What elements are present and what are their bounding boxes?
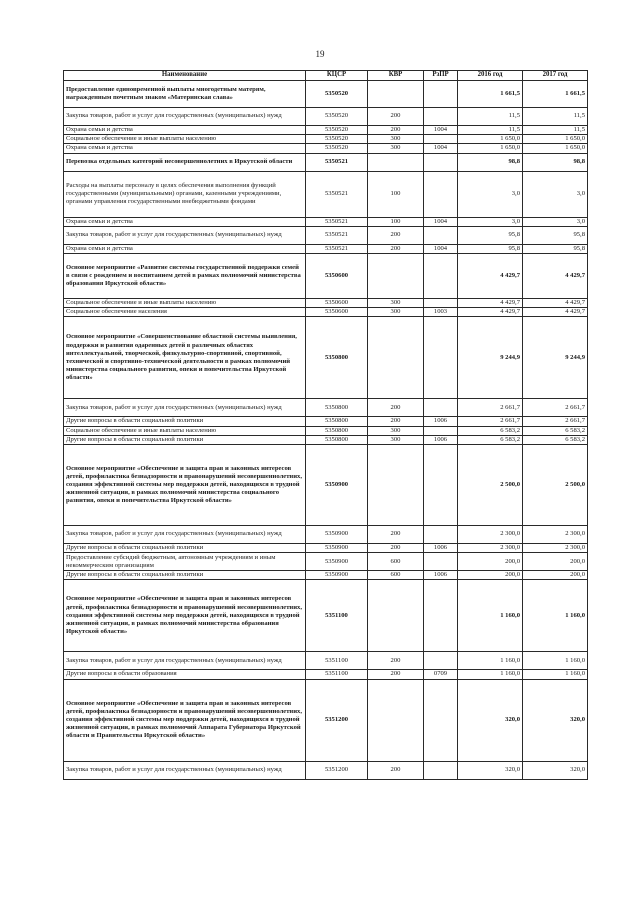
row-name: Охрана семьи и детства: [64, 217, 306, 226]
row-value-2017: 9 244,9: [523, 317, 588, 399]
row-value-2016: 2 300,0: [458, 526, 523, 544]
row-kvr: 200: [368, 399, 424, 417]
row-name: Охрана семьи и детства: [64, 244, 306, 253]
row-value-2017: 11,5: [523, 108, 588, 126]
row-value-2017: 200,0: [523, 553, 588, 571]
table-row: [64, 299, 588, 308]
row-name: Охрана семьи и детства: [64, 126, 306, 135]
row-value-2016: 320,0: [458, 679, 523, 761]
row-kvr: 200: [368, 526, 424, 544]
row-name: Другие вопросы в области образования: [64, 670, 306, 679]
table-row: [64, 426, 588, 435]
row-kcsr: 5350900: [306, 445, 368, 526]
row-name: Закупка товаров, работ и услуг для государственных (муниципальных) нужд: [64, 399, 306, 417]
row-name: Основное мероприятие «Совершенствование областной системы выявления, поддержки и развития одаренных детей в различных областях интеллектуальной, творческой, физкультурно-спортивной, спортивной, технической и спортивно-технической деятельности в рамках полномочий министерства социального развития, опеки и попечительства Иркутской области»: [64, 317, 306, 399]
row-kcsr: 5350900: [306, 526, 368, 544]
row-kvr: [368, 153, 424, 171]
row-kcsr: 5350900: [306, 553, 368, 571]
row-name: Основное мероприятие «Обеспечение и защита прав и законных интересов детей, профилактика безнадзорности и правонарушений несовершеннолетних, создания эффективной системы мер поддержки детей, находящихся в трудной жизненной ситуации, в рамках полномочий министерства образования Иркутской области»: [64, 580, 306, 652]
row-rzpr: [424, 108, 458, 126]
row-value-2017: 2 300,0: [523, 526, 588, 544]
table-row: [64, 580, 588, 652]
row-value-2016: 95,8: [458, 226, 523, 244]
row-value-2016: 6 583,2: [458, 435, 523, 444]
row-name: Основное мероприятие «Развитие системы государственной поддержки семей в связи с рождением и воспитанием детей в рамках полномочий министерства образования Иркутской области»: [64, 254, 306, 299]
row-kvr: 300: [368, 135, 424, 144]
row-kvr: 600: [368, 571, 424, 580]
row-rzpr: [424, 761, 458, 779]
row-kcsr: 5350600: [306, 254, 368, 299]
row-kcsr: 5350520: [306, 108, 368, 126]
col-header-2017: 2017 год: [523, 71, 588, 81]
row-name: Закупка товаров, работ и услуг для государственных (муниципальных) нужд: [64, 526, 306, 544]
row-rzpr: [424, 445, 458, 526]
table-row: [64, 445, 588, 526]
page-number: 19: [315, 49, 325, 59]
row-value-2016: 95,8: [458, 244, 523, 253]
table-row: [64, 153, 588, 171]
row-kvr: 600: [368, 553, 424, 571]
row-rzpr: [424, 399, 458, 417]
row-kcsr: 5350900: [306, 571, 368, 580]
row-rzpr: [424, 171, 458, 217]
row-kvr: [368, 580, 424, 652]
row-value-2017: 2 500,0: [523, 445, 588, 526]
row-name: Другие вопросы в области социальной политики: [64, 417, 306, 426]
row-value-2016: 320,0: [458, 761, 523, 779]
row-rzpr: [424, 317, 458, 399]
row-value-2016: 1 650,0: [458, 135, 523, 144]
row-kcsr: 5350900: [306, 544, 368, 553]
row-value-2017: 6 583,2: [523, 426, 588, 435]
row-kcsr: 5350521: [306, 217, 368, 226]
row-name: Перевозка отдельных категорий несовершеннолетних в Иркутской области: [64, 153, 306, 171]
row-kcsr: 5351100: [306, 670, 368, 679]
row-value-2017: 1 160,0: [523, 580, 588, 652]
col-header-name: Наименование: [64, 71, 306, 81]
row-rzpr: [424, 153, 458, 171]
row-value-2017: 320,0: [523, 761, 588, 779]
table-row: [64, 135, 588, 144]
row-rzpr: [424, 426, 458, 435]
row-kvr: [368, 679, 424, 761]
row-name: Охрана семьи и детства: [64, 144, 306, 153]
table-row: [64, 308, 588, 317]
col-header-2016: 2016 год: [458, 71, 523, 81]
row-name: Закупка товаров, работ и услуг для государственных (муниципальных) нужд: [64, 226, 306, 244]
table-row: [64, 144, 588, 153]
table-row: [64, 571, 588, 580]
row-rzpr: [424, 679, 458, 761]
row-value-2017: 1 160,0: [523, 652, 588, 670]
row-rzpr: 1003: [424, 308, 458, 317]
row-name: Основное мероприятие «Обеспечение и защита прав и законных интересов детей, профилактика безнадзорности и правонарушений несовершеннолетних, создания эффективной системы мер поддержки детей, находящихся в трудной жизненной ситуации, в рамках полномочий министерства социального развития, опеки и попечительства Иркутской области»: [64, 445, 306, 526]
row-name: Предоставление субсидий бюджетным, автономным учреждениям и иным некоммерческим организациям: [64, 553, 306, 571]
row-value-2017: 1 160,0: [523, 670, 588, 679]
row-value-2016: 2 500,0: [458, 445, 523, 526]
table-row: [64, 544, 588, 553]
table-row: [64, 553, 588, 571]
row-value-2016: 200,0: [458, 571, 523, 580]
row-kcsr: 5351100: [306, 652, 368, 670]
row-name: Закупка товаров, работ и услуг для государственных (муниципальных) нужд: [64, 652, 306, 670]
row-kvr: 200: [368, 761, 424, 779]
row-value-2016: 6 583,2: [458, 426, 523, 435]
row-value-2017: 320,0: [523, 679, 588, 761]
table-header-row: [64, 71, 588, 81]
row-value-2016: 1 661,5: [458, 81, 523, 108]
row-value-2016: 4 429,7: [458, 299, 523, 308]
row-value-2016: 2 661,7: [458, 417, 523, 426]
row-kcsr: 5350521: [306, 171, 368, 217]
row-kvr: 100: [368, 217, 424, 226]
row-value-2016: 3,0: [458, 171, 523, 217]
col-header-kvr: КВР: [368, 71, 424, 81]
row-value-2017: 11,5: [523, 126, 588, 135]
row-rzpr: 1004: [424, 144, 458, 153]
row-rzpr: 1006: [424, 417, 458, 426]
row-name: Другие вопросы в области социальной политики: [64, 544, 306, 553]
row-rzpr: [424, 580, 458, 652]
table-row: [64, 435, 588, 444]
table-row: [64, 399, 588, 417]
row-kvr: 200: [368, 108, 424, 126]
row-kcsr: 5351200: [306, 679, 368, 761]
row-kcsr: 5350520: [306, 135, 368, 144]
row-value-2016: 3,0: [458, 217, 523, 226]
row-value-2017: 6 583,2: [523, 435, 588, 444]
row-rzpr: [424, 254, 458, 299]
col-header-rzpr: РзПР: [424, 71, 458, 81]
row-kcsr: 5350800: [306, 426, 368, 435]
table-row: [64, 761, 588, 779]
row-name: Другие вопросы в области социальной политики: [64, 435, 306, 444]
row-value-2017: 4 429,7: [523, 299, 588, 308]
row-rzpr: 1006: [424, 435, 458, 444]
row-rzpr: [424, 526, 458, 544]
row-kvr: 200: [368, 417, 424, 426]
row-kvr: [368, 254, 424, 299]
row-value-2017: 2 661,7: [523, 399, 588, 417]
row-value-2016: 2 300,0: [458, 544, 523, 553]
row-value-2016: 200,0: [458, 553, 523, 571]
row-rzpr: 1006: [424, 571, 458, 580]
row-kcsr: 5350800: [306, 417, 368, 426]
row-name: Другие вопросы в области социальной политики: [64, 571, 306, 580]
row-kvr: 300: [368, 435, 424, 444]
row-value-2017: 1 650,0: [523, 135, 588, 144]
table-row: [64, 126, 588, 135]
row-value-2017: 4 429,7: [523, 254, 588, 299]
row-kvr: 200: [368, 652, 424, 670]
table-row: [64, 670, 588, 679]
row-rzpr: 0709: [424, 670, 458, 679]
table-row: [64, 171, 588, 217]
table-row: [64, 254, 588, 299]
table-row: [64, 317, 588, 399]
row-rzpr: [424, 226, 458, 244]
row-rzpr: 1004: [424, 126, 458, 135]
row-kcsr: 5350800: [306, 435, 368, 444]
budget-table: [63, 70, 588, 780]
row-name: Предоставление единовременной выплаты многодетным матерям, награжденным почетным знаком «Материнская слава»: [64, 81, 306, 108]
row-value-2016: 98,8: [458, 153, 523, 171]
row-kcsr: 5350521: [306, 244, 368, 253]
row-value-2017: 98,8: [523, 153, 588, 171]
row-kvr: [368, 445, 424, 526]
row-value-2016: 11,5: [458, 108, 523, 126]
row-kvr: 300: [368, 308, 424, 317]
row-kcsr: 5350800: [306, 317, 368, 399]
row-kcsr: 5350600: [306, 308, 368, 317]
row-kvr: 300: [368, 299, 424, 308]
row-value-2016: 1 650,0: [458, 144, 523, 153]
row-value-2017: 1 661,5: [523, 81, 588, 108]
row-kcsr: 5351100: [306, 580, 368, 652]
row-rzpr: [424, 299, 458, 308]
table-row: [64, 679, 588, 761]
table-row: [64, 81, 588, 108]
row-kvr: [368, 81, 424, 108]
row-kcsr: 5350800: [306, 399, 368, 417]
row-rzpr: 1004: [424, 244, 458, 253]
row-value-2016: 2 661,7: [458, 399, 523, 417]
row-name: Социальное обеспечение и иные выплаты населению: [64, 426, 306, 435]
row-rzpr: [424, 652, 458, 670]
row-value-2017: 3,0: [523, 171, 588, 217]
row-value-2017: 200,0: [523, 571, 588, 580]
row-value-2017: 2 300,0: [523, 544, 588, 553]
row-rzpr: [424, 81, 458, 108]
row-name: Социальное обеспечение и иные выплаты населению: [64, 135, 306, 144]
row-kcsr: 5350521: [306, 153, 368, 171]
table-row: [64, 652, 588, 670]
row-value-2017: 95,8: [523, 244, 588, 253]
row-value-2016: 4 429,7: [458, 254, 523, 299]
table-row: [64, 417, 588, 426]
row-value-2017: 95,8: [523, 226, 588, 244]
row-name: Закупка товаров, работ и услуг для государственных (муниципальных) нужд: [64, 108, 306, 126]
row-kvr: 100: [368, 171, 424, 217]
row-value-2016: 1 160,0: [458, 580, 523, 652]
row-kcsr: 5350520: [306, 144, 368, 153]
row-value-2016: 1 160,0: [458, 670, 523, 679]
row-value-2017: 1 650,0: [523, 144, 588, 153]
row-rzpr: 1006: [424, 544, 458, 553]
row-kvr: 200: [368, 226, 424, 244]
row-value-2016: 11,5: [458, 126, 523, 135]
table-row: [64, 226, 588, 244]
row-rzpr: [424, 135, 458, 144]
row-kvr: [368, 317, 424, 399]
row-value-2016: 1 160,0: [458, 652, 523, 670]
row-value-2016: 9 244,9: [458, 317, 523, 399]
row-name: Основное мероприятие «Обеспечение и защита прав и законных интересов детей, профилактика безнадзорности и правонарушений несовершеннолетних, создания эффективной системы мер поддержки детей, находящихся в трудной жизненной ситуации, в рамках полномочий Аппарата Губернатора Иркутской области и Правительства Иркутской области»: [64, 679, 306, 761]
row-rzpr: 1004: [424, 217, 458, 226]
row-value-2017: 3,0: [523, 217, 588, 226]
row-name: Социальное обеспечение населения: [64, 308, 306, 317]
row-kvr: 200: [368, 244, 424, 253]
row-kvr: 200: [368, 126, 424, 135]
col-header-kcsr: КЦСР: [306, 71, 368, 81]
row-kcsr: 5350521: [306, 226, 368, 244]
table-row: [64, 244, 588, 253]
row-kcsr: 5350520: [306, 126, 368, 135]
row-value-2017: 4 429,7: [523, 308, 588, 317]
table-row: [64, 108, 588, 126]
row-kcsr: 5350600: [306, 299, 368, 308]
row-value-2017: 2 661,7: [523, 417, 588, 426]
row-name: Расходы на выплаты персоналу в целях обеспечения выполнения функций государственными (муниципальными) органами, казенными учреждениями, органами управления государственными внебюджетными фондами: [64, 171, 306, 217]
row-rzpr: [424, 553, 458, 571]
table-row: [64, 217, 588, 226]
row-name: Социальное обеспечение и иные выплаты населению: [64, 299, 306, 308]
row-kvr: 200: [368, 670, 424, 679]
row-kvr: 200: [368, 544, 424, 553]
table-row: [64, 526, 588, 544]
row-value-2016: 4 429,7: [458, 308, 523, 317]
row-kvr: 300: [368, 144, 424, 153]
row-kcsr: 5350520: [306, 81, 368, 108]
row-kvr: 300: [368, 426, 424, 435]
row-name: Закупка товаров, работ и услуг для государственных (муниципальных) нужд: [64, 761, 306, 779]
row-kcsr: 5351200: [306, 761, 368, 779]
